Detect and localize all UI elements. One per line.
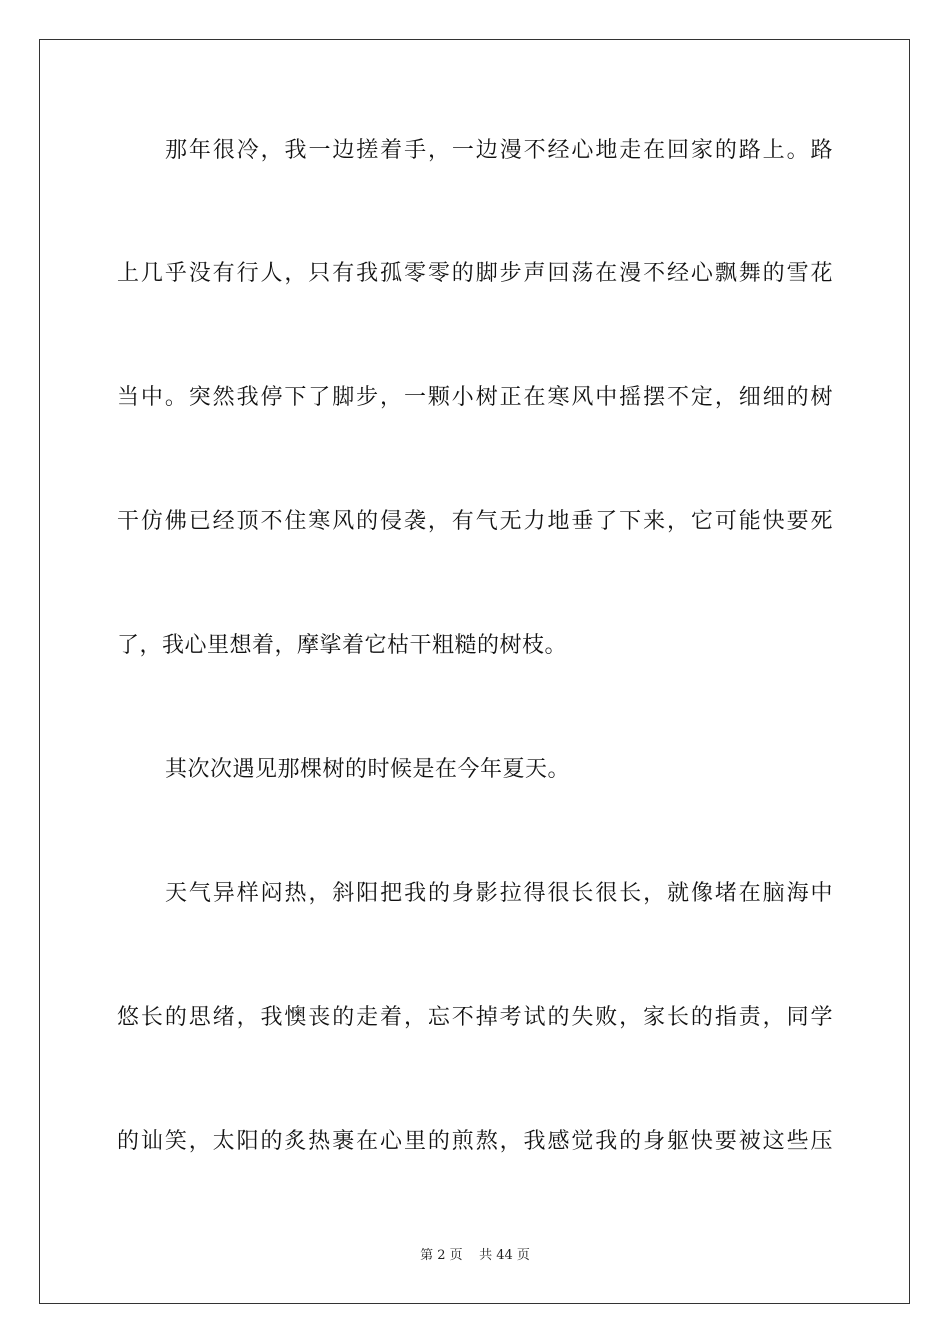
paragraph-line: 的讪笑，太阳的炙热裹在心里的煎熬，我感觉我的身躯快要被这些压 [117,1129,833,1154]
page-number-footer: 第 2 页 共 44 页 [420,1248,530,1263]
paragraph-line: 当中。突然我停下了脚步，一颗小树正在寒风中摇摆不定，细细的树 [117,385,833,410]
paragraph-line: 上几乎没有行人，只有我孤零零的脚步声回荡在漫不经心飘舞的雪花 [117,261,833,286]
paragraph-line: 其次次遇见那棵树的时候是在今年夏天。 [165,757,571,782]
paragraph-line: 了，我心里想着，摩挲着它枯干粗糙的树枝。 [117,633,568,658]
paragraph-line: 天气异样闷热，斜阳把我的身影拉得很长很长，就像堵在脑海中 [165,881,833,906]
paragraph-line: 那年很冷，我一边搓着手，一边漫不经心地走在回家的路上。路 [165,138,833,163]
paragraph-line: 干仿佛已经顶不住寒风的侵袭，有气无力地垂了下来，它可能快要死 [117,509,833,534]
paragraph-line: 悠长的思绪，我懊丧的走着，忘不掉考试的失败，家长的指责，同学 [117,1005,833,1030]
page-border [39,39,910,1304]
